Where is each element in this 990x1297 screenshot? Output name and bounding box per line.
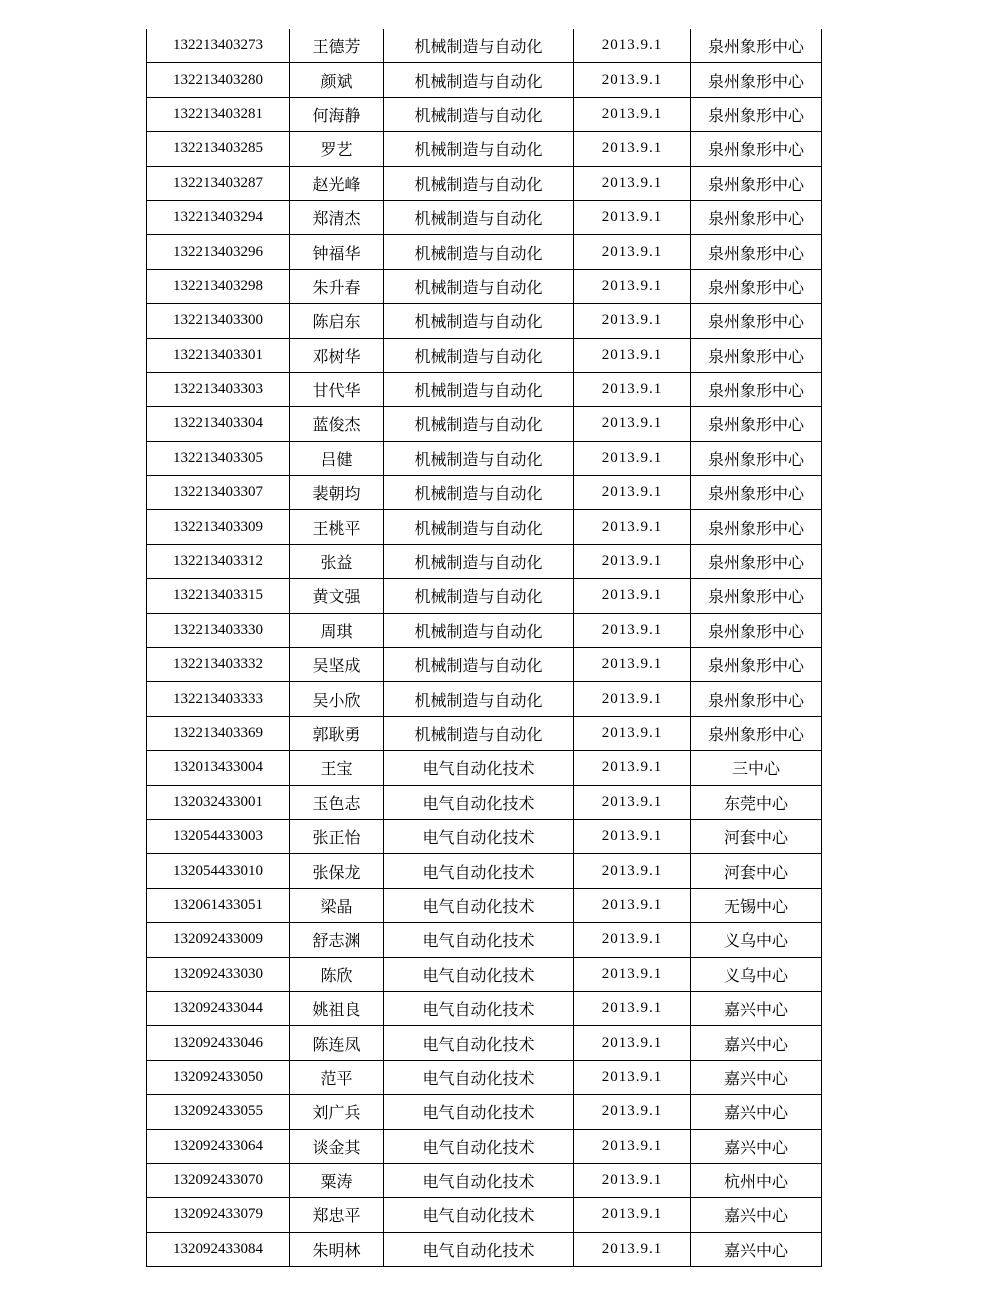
study-center-cell: 泉州象形中心 (691, 441, 822, 475)
enrollment-date-cell: 2013.9.1 (574, 613, 691, 647)
enrollment-date-cell: 2013.9.1 (574, 819, 691, 853)
student-id-cell: 132213403273 (147, 29, 290, 63)
major-cell: 机械制造与自动化 (384, 132, 574, 166)
enrollment-date-cell: 2013.9.1 (574, 1026, 691, 1060)
table-row (147, 579, 822, 613)
table-row (147, 372, 822, 406)
study-center-cell: 嘉兴中心 (691, 1129, 822, 1163)
table-row (147, 269, 822, 303)
student-name-cell: 姚祖良 (290, 991, 384, 1025)
major-cell: 电气自动化技术 (384, 1163, 574, 1197)
table-row (147, 407, 822, 441)
major-cell: 机械制造与自动化 (384, 63, 574, 97)
major-cell: 电气自动化技术 (384, 819, 574, 853)
student-name-cell: 甘代华 (290, 372, 384, 406)
enrollment-date-cell: 2013.9.1 (574, 1198, 691, 1232)
study-center-cell: 泉州象形中心 (691, 682, 822, 716)
enrollment-date-cell: 2013.9.1 (574, 166, 691, 200)
student-name-cell: 邓树华 (290, 338, 384, 372)
study-center-cell: 泉州象形中心 (691, 613, 822, 647)
study-center-cell: 泉州象形中心 (691, 166, 822, 200)
study-center-cell: 泉州象形中心 (691, 269, 822, 303)
study-center-cell: 泉州象形中心 (691, 29, 822, 63)
major-cell: 电气自动化技术 (384, 1198, 574, 1232)
table-row (147, 304, 822, 338)
enrollment-date-cell: 2013.9.1 (574, 682, 691, 716)
enrollment-date-cell: 2013.9.1 (574, 1060, 691, 1094)
study-center-cell: 泉州象形中心 (691, 648, 822, 682)
table-row (147, 751, 822, 785)
major-cell: 机械制造与自动化 (384, 29, 574, 63)
student-id-cell: 132054433003 (147, 819, 290, 853)
student-name-cell: 刘广兵 (290, 1095, 384, 1129)
student-name-cell: 裴朝均 (290, 476, 384, 510)
study-center-cell: 泉州象形中心 (691, 579, 822, 613)
table-row (147, 1026, 822, 1060)
table-row (147, 682, 822, 716)
enrollment-date-cell: 2013.9.1 (574, 579, 691, 613)
roster-body (147, 29, 822, 1267)
major-cell: 电气自动化技术 (384, 1232, 574, 1266)
student-roster-table (146, 29, 822, 1267)
table-row (147, 888, 822, 922)
study-center-cell: 嘉兴中心 (691, 1095, 822, 1129)
student-id-cell: 132213403369 (147, 716, 290, 750)
student-name-cell: 张正怡 (290, 819, 384, 853)
table-row (147, 166, 822, 200)
student-id-cell: 132213403333 (147, 682, 290, 716)
study-center-cell: 泉州象形中心 (691, 200, 822, 234)
student-id-cell: 132213403296 (147, 235, 290, 269)
major-cell: 机械制造与自动化 (384, 682, 574, 716)
student-name-cell: 周琪 (290, 613, 384, 647)
major-cell: 电气自动化技术 (384, 854, 574, 888)
student-id-cell: 132092433079 (147, 1198, 290, 1232)
table-row (147, 991, 822, 1025)
student-id-cell: 132213403304 (147, 407, 290, 441)
student-id-cell: 132213403330 (147, 613, 290, 647)
study-center-cell: 三中心 (691, 751, 822, 785)
table-row (147, 476, 822, 510)
enrollment-date-cell: 2013.9.1 (574, 132, 691, 166)
major-cell: 机械制造与自动化 (384, 200, 574, 234)
student-name-cell: 郑清杰 (290, 200, 384, 234)
student-id-cell: 132061433051 (147, 888, 290, 922)
study-center-cell: 泉州象形中心 (691, 476, 822, 510)
table-row (147, 923, 822, 957)
enrollment-date-cell: 2013.9.1 (574, 854, 691, 888)
major-cell: 电气自动化技术 (384, 991, 574, 1025)
table-row (147, 544, 822, 578)
student-name-cell: 钟福华 (290, 235, 384, 269)
enrollment-date-cell: 2013.9.1 (574, 97, 691, 131)
major-cell: 机械制造与自动化 (384, 97, 574, 131)
major-cell: 机械制造与自动化 (384, 510, 574, 544)
enrollment-date-cell: 2013.9.1 (574, 1095, 691, 1129)
study-center-cell: 泉州象形中心 (691, 372, 822, 406)
table-row (147, 1198, 822, 1232)
student-name-cell: 王宝 (290, 751, 384, 785)
table-row (147, 648, 822, 682)
student-name-cell: 王桃平 (290, 510, 384, 544)
student-id-cell: 132013433004 (147, 751, 290, 785)
major-cell: 机械制造与自动化 (384, 235, 574, 269)
student-name-cell: 粟涛 (290, 1163, 384, 1197)
student-name-cell: 朱升春 (290, 269, 384, 303)
student-id-cell: 132032433001 (147, 785, 290, 819)
study-center-cell: 嘉兴中心 (691, 1198, 822, 1232)
student-id-cell: 132213403287 (147, 166, 290, 200)
table-row (147, 613, 822, 647)
student-name-cell: 梁晶 (290, 888, 384, 922)
major-cell: 机械制造与自动化 (384, 579, 574, 613)
enrollment-date-cell: 2013.9.1 (574, 63, 691, 97)
student-name-cell: 张益 (290, 544, 384, 578)
enrollment-date-cell: 2013.9.1 (574, 923, 691, 957)
major-cell: 电气自动化技术 (384, 957, 574, 991)
study-center-cell: 泉州象形中心 (691, 338, 822, 372)
major-cell: 电气自动化技术 (384, 751, 574, 785)
student-name-cell: 赵光峰 (290, 166, 384, 200)
table-row (147, 441, 822, 475)
table-row (147, 97, 822, 131)
student-id-cell: 132213403280 (147, 63, 290, 97)
enrollment-date-cell: 2013.9.1 (574, 476, 691, 510)
student-id-cell: 132213403305 (147, 441, 290, 475)
study-center-cell: 河套中心 (691, 819, 822, 853)
student-id-cell: 132213403332 (147, 648, 290, 682)
student-id-cell: 132092433055 (147, 1095, 290, 1129)
student-name-cell: 黄文强 (290, 579, 384, 613)
enrollment-date-cell: 2013.9.1 (574, 441, 691, 475)
student-name-cell: 张保龙 (290, 854, 384, 888)
major-cell: 机械制造与自动化 (384, 372, 574, 406)
student-id-cell: 132092433064 (147, 1129, 290, 1163)
student-id-cell: 132213403294 (147, 200, 290, 234)
table-row (147, 510, 822, 544)
student-name-cell: 陈欣 (290, 957, 384, 991)
table-row (147, 235, 822, 269)
table-row (147, 29, 822, 63)
study-center-cell: 泉州象形中心 (691, 304, 822, 338)
major-cell: 机械制造与自动化 (384, 716, 574, 750)
student-id-cell: 132213403307 (147, 476, 290, 510)
enrollment-date-cell: 2013.9.1 (574, 29, 691, 63)
student-id-cell: 132213403309 (147, 510, 290, 544)
student-id-cell: 132092433030 (147, 957, 290, 991)
study-center-cell: 泉州象形中心 (691, 132, 822, 166)
major-cell: 电气自动化技术 (384, 888, 574, 922)
enrollment-date-cell: 2013.9.1 (574, 544, 691, 578)
enrollment-date-cell: 2013.9.1 (574, 372, 691, 406)
major-cell: 机械制造与自动化 (384, 441, 574, 475)
enrollment-date-cell: 2013.9.1 (574, 785, 691, 819)
table-row (147, 1163, 822, 1197)
study-center-cell: 泉州象形中心 (691, 716, 822, 750)
student-name-cell: 舒志渊 (290, 923, 384, 957)
table-row (147, 132, 822, 166)
enrollment-date-cell: 2013.9.1 (574, 648, 691, 682)
student-name-cell: 陈启东 (290, 304, 384, 338)
student-id-cell: 132092433070 (147, 1163, 290, 1197)
student-id-cell: 132092433084 (147, 1232, 290, 1266)
enrollment-date-cell: 2013.9.1 (574, 716, 691, 750)
major-cell: 机械制造与自动化 (384, 166, 574, 200)
student-name-cell: 郑忠平 (290, 1198, 384, 1232)
enrollment-date-cell: 2013.9.1 (574, 200, 691, 234)
enrollment-date-cell: 2013.9.1 (574, 1232, 691, 1266)
study-center-cell: 泉州象形中心 (691, 235, 822, 269)
student-name-cell: 朱明林 (290, 1232, 384, 1266)
student-id-cell: 132213403281 (147, 97, 290, 131)
student-name-cell: 玉色志 (290, 785, 384, 819)
enrollment-date-cell: 2013.9.1 (574, 407, 691, 441)
study-center-cell: 义乌中心 (691, 957, 822, 991)
major-cell: 机械制造与自动化 (384, 304, 574, 338)
major-cell: 机械制造与自动化 (384, 648, 574, 682)
student-id-cell: 132213403298 (147, 269, 290, 303)
major-cell: 机械制造与自动化 (384, 269, 574, 303)
student-id-cell: 132213403303 (147, 372, 290, 406)
major-cell: 机械制造与自动化 (384, 407, 574, 441)
enrollment-date-cell: 2013.9.1 (574, 991, 691, 1025)
study-center-cell: 杭州中心 (691, 1163, 822, 1197)
table-row (147, 716, 822, 750)
table-row (147, 819, 822, 853)
table-row (147, 1095, 822, 1129)
student-name-cell: 范平 (290, 1060, 384, 1094)
student-id-cell: 132213403285 (147, 132, 290, 166)
enrollment-date-cell: 2013.9.1 (574, 1163, 691, 1197)
major-cell: 机械制造与自动化 (384, 613, 574, 647)
major-cell: 电气自动化技术 (384, 1095, 574, 1129)
enrollment-date-cell: 2013.9.1 (574, 304, 691, 338)
major-cell: 电气自动化技术 (384, 1026, 574, 1060)
student-name-cell: 陈连凤 (290, 1026, 384, 1060)
enrollment-date-cell: 2013.9.1 (574, 338, 691, 372)
table-row (147, 1060, 822, 1094)
table-row (147, 63, 822, 97)
enrollment-date-cell: 2013.9.1 (574, 510, 691, 544)
major-cell: 机械制造与自动化 (384, 544, 574, 578)
study-center-cell: 嘉兴中心 (691, 1060, 822, 1094)
student-name-cell: 吴小欣 (290, 682, 384, 716)
student-id-cell: 132092433046 (147, 1026, 290, 1060)
major-cell: 机械制造与自动化 (384, 476, 574, 510)
study-center-cell: 无锡中心 (691, 888, 822, 922)
student-name-cell: 吕健 (290, 441, 384, 475)
study-center-cell: 泉州象形中心 (691, 407, 822, 441)
study-center-cell: 泉州象形中心 (691, 510, 822, 544)
enrollment-date-cell: 2013.9.1 (574, 1129, 691, 1163)
table-row (147, 338, 822, 372)
table-row (147, 854, 822, 888)
table-row (147, 1129, 822, 1163)
study-center-cell: 嘉兴中心 (691, 1026, 822, 1060)
student-id-cell: 132092433009 (147, 923, 290, 957)
student-id-cell: 132213403301 (147, 338, 290, 372)
student-name-cell: 郭耿勇 (290, 716, 384, 750)
student-name-cell: 何海静 (290, 97, 384, 131)
study-center-cell: 河套中心 (691, 854, 822, 888)
study-center-cell: 泉州象形中心 (691, 63, 822, 97)
enrollment-date-cell: 2013.9.1 (574, 235, 691, 269)
enrollment-date-cell: 2013.9.1 (574, 888, 691, 922)
student-id-cell: 132092433050 (147, 1060, 290, 1094)
enrollment-date-cell: 2013.9.1 (574, 957, 691, 991)
student-id-cell: 132054433010 (147, 854, 290, 888)
major-cell: 电气自动化技术 (384, 1060, 574, 1094)
student-name-cell: 颜斌 (290, 63, 384, 97)
study-center-cell: 泉州象形中心 (691, 544, 822, 578)
student-name-cell: 罗艺 (290, 132, 384, 166)
student-name-cell: 王德芳 (290, 29, 384, 63)
enrollment-date-cell: 2013.9.1 (574, 269, 691, 303)
student-id-cell: 132092433044 (147, 991, 290, 1025)
study-center-cell: 嘉兴中心 (691, 1232, 822, 1266)
table-row (147, 200, 822, 234)
major-cell: 机械制造与自动化 (384, 338, 574, 372)
study-center-cell: 泉州象形中心 (691, 97, 822, 131)
student-name-cell: 蓝俊杰 (290, 407, 384, 441)
table-row (147, 1232, 822, 1266)
student-id-cell: 132213403315 (147, 579, 290, 613)
study-center-cell: 嘉兴中心 (691, 991, 822, 1025)
student-id-cell: 132213403300 (147, 304, 290, 338)
major-cell: 电气自动化技术 (384, 1129, 574, 1163)
student-name-cell: 谈金其 (290, 1129, 384, 1163)
table-row (147, 957, 822, 991)
student-name-cell: 吴坚成 (290, 648, 384, 682)
table-row (147, 785, 822, 819)
study-center-cell: 东莞中心 (691, 785, 822, 819)
major-cell: 电气自动化技术 (384, 785, 574, 819)
major-cell: 电气自动化技术 (384, 923, 574, 957)
enrollment-date-cell: 2013.9.1 (574, 751, 691, 785)
student-id-cell: 132213403312 (147, 544, 290, 578)
study-center-cell: 义乌中心 (691, 923, 822, 957)
